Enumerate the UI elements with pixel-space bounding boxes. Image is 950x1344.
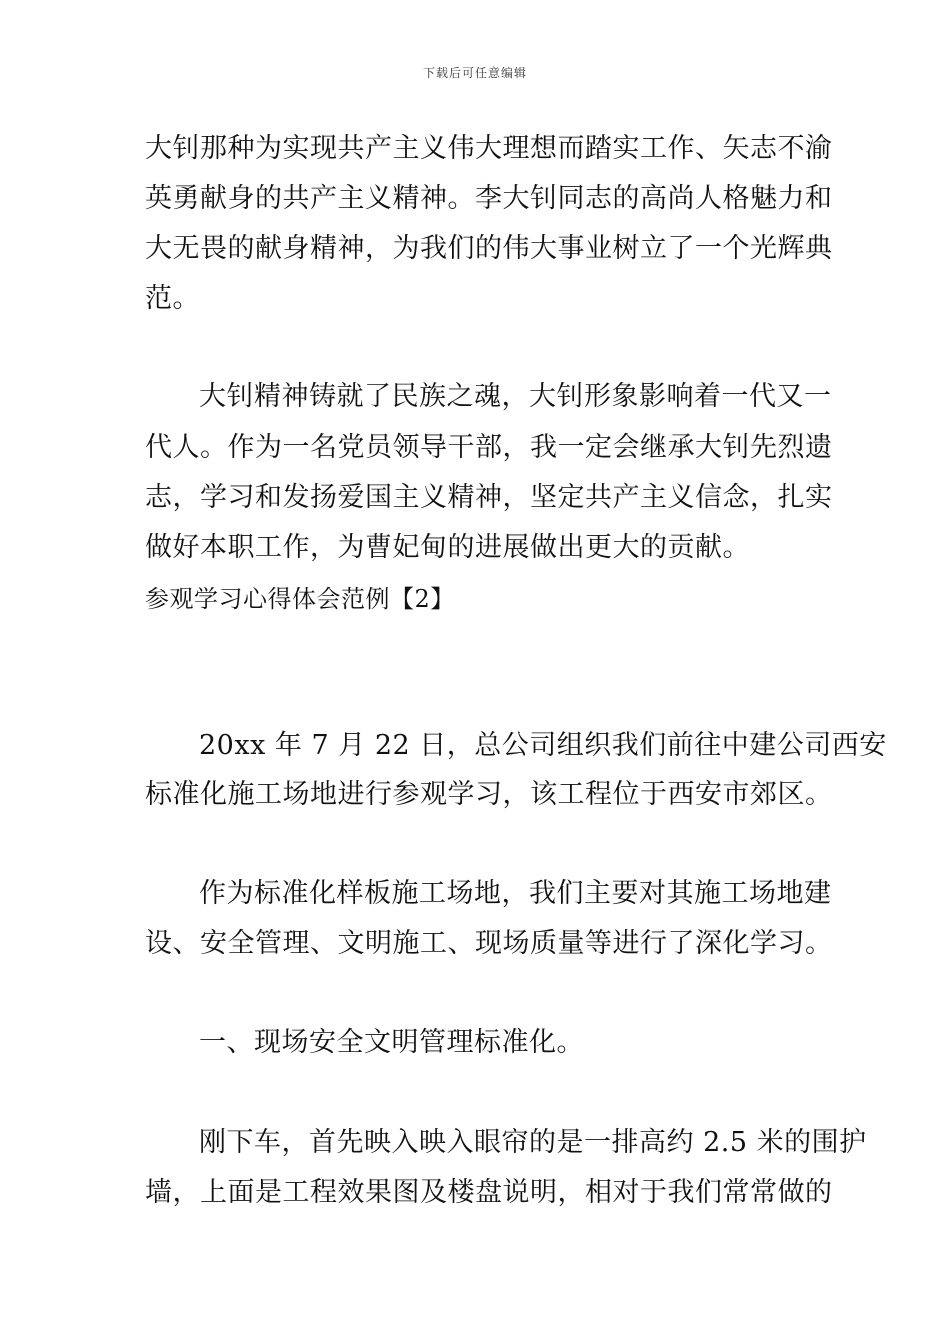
text-line: 做好本职工作，为曹妃甸的进展做出更大的贡献。 [145,532,750,563]
text-line: 20xx 年 7 月 22 日，总公司组织我们前往中建公司西安 [199,730,887,761]
text-line: 设、安全管理、文明施工、现场质量等进行了深化学习。 [145,928,833,959]
text-line: 标准化施工场地进行参观学习，该工程位于西安市郊区。 [145,779,833,810]
text-line: 英勇献身的共产主义精神。李大钊同志的高尚人格魅力和 [145,183,833,214]
text-line: 大钊精神铸就了民族之魂，大钊形象影响着一代又一 [199,381,832,412]
text-line: 作为标准化样板施工场地，我们主要对其施工场地建 [199,878,832,909]
text-line: 范。 [145,283,200,314]
page-header: 下载后可任意编辑 [422,66,527,80]
text-line: 刚下车，首先映入映入眼帘的是一排高约 2.5 米的围护 [199,1127,867,1158]
text-line: 志，学习和发扬爱国主义精神，坚定共产主义信念，扎实 [145,482,833,513]
text-line: 代人。作为一名党员领导干部，我一定会继承大钊先烈遗 [145,432,833,463]
text-line: 大无畏的献身精神，为我们的伟大事业树立了一个光辉典 [145,233,833,264]
text-line: 一、现场安全文明管理标准化。 [199,1027,584,1058]
text-line: 大钊那种为实现共产主义伟大理想而踏实工作、矢志不渝 [145,133,833,164]
section-title: 参观学习心得体会范例【2】 [145,585,455,613]
text-line: 墙，上面是工程效果图及楼盘说明，相对于我们常常做的 [145,1177,833,1208]
